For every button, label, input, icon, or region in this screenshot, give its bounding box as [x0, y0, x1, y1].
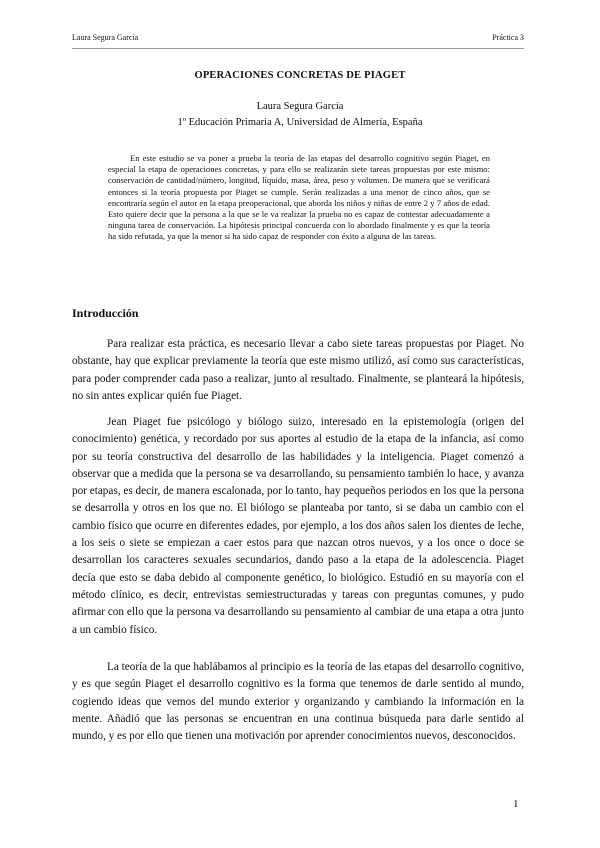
header-rule [72, 48, 524, 49]
header-practice: Práctica 3 [492, 33, 524, 42]
page-number: 1 [513, 798, 519, 810]
author-name: Laura Segura García [256, 101, 344, 112]
section-heading-introduccion: Introducción [72, 306, 139, 320]
body-paragraph: Para realizar esta práctica, es necesario llevar a cabo siete tareas propuestas por Piaget. No obstante, hay que explicar previamente la teoría que este mismo utilizó, así como sus características, para poder comprender cada paso a realizar, junto al resultado. Finalmente, se planteará la hipótesis, no sin antes explicar quién fue Piaget. [72, 338, 524, 402]
author-affiliation: 1º Educación Primaria A, Universidad de Almería, España [177, 117, 423, 128]
header-author: Laura Segura García [72, 33, 139, 42]
body-paragraph: La teoría de la que hablábamos al principio es la teoría de las etapas del desarrollo cognitivo, y es que según Piaget el desarrollo cognitivo es la forma que tenemos de darle sentido al mundo, cogiendo ideas que vemos del mundo exterior y organizando y cambiando la información en la mente. Añadió que las personas se encuentran en una continua búsqueda para darle sentido al mundo, y es por ello que tienen una motivación por aprender conocimientos nuevos, desconocidos. [72, 661, 524, 743]
document-title: OPERACIONES CONCRETAS DE PIAGET [194, 70, 406, 81]
abstract: En este estudio se va poner a prueba la teoría de las etapas del desarrollo cognitivo según Piaget, en especial la etapa de operaciones concretas, y para ello se realizarán siete tareas propuestas por este mismo: conservación de cantidad/número, longitud, líquido, masa, área, peso y volumen. De manera que se verificará entonces si la teoría propuesta por Piaget se cumple. Serán realizadas a una menor de cinco años, que se encontraría según el autor en la etapa preoperacional, que aborda los niños y niñas de entre 2 y 7 años de edad. Esto quiere decir que la persona a la que se le va realizar la prueba no es capaz de contestar adecuadamente a ninguna tarea de conservación. La hipótesis principal concuerda con lo abordado finalmente y es que la teoría ha sido refutada, ya que la menor si ha sido capaz de responder con éxito a alguna de las tareas. [108, 153, 490, 242]
body-paragraph: Jean Piaget fue psicólogo y biólogo suizo, interesado en la epistemología (origen del conocimiento) genética, y recordado por sus aportes al estudio de la etapa de la infancia, así como por su teoría constructiva del desarrollo de las habilidades y la inteligencia. Piaget comenzó a observar que a medida que la persona se va desarrollando, su pensamiento también lo hace, y avanza por etapas, es decir, de manera escalonada, por lo tanto, hay pequeños periodos en los que la persona se desarrolla y otros en los que no. El biólogo se planteaba por tanto, si se daba un cambio con el cambio físico que ocurre en diferentes edades, por ejemplo, a los dos años salen los dientes de leche, a los seis o siete se empiezan a caer estos para que nazcan otros nuevos, y a los once o doce se desarrollan los caracteres sexuales secundarios, dando paso a la etapa de la adolescencia. Piaget decía que esto se daba debido al componente genético, lo biológico. Estudió en su mayoría con el método clínico, es decir, entrevistas semiestructuradas y tareas con preguntas comunes, y pudo afirmar con ello que la persona va desarrollando su pensamiento al cambiar de una etapa a otra junto a un cambio físico. [72, 416, 524, 636]
running-header [72, 33, 524, 47]
